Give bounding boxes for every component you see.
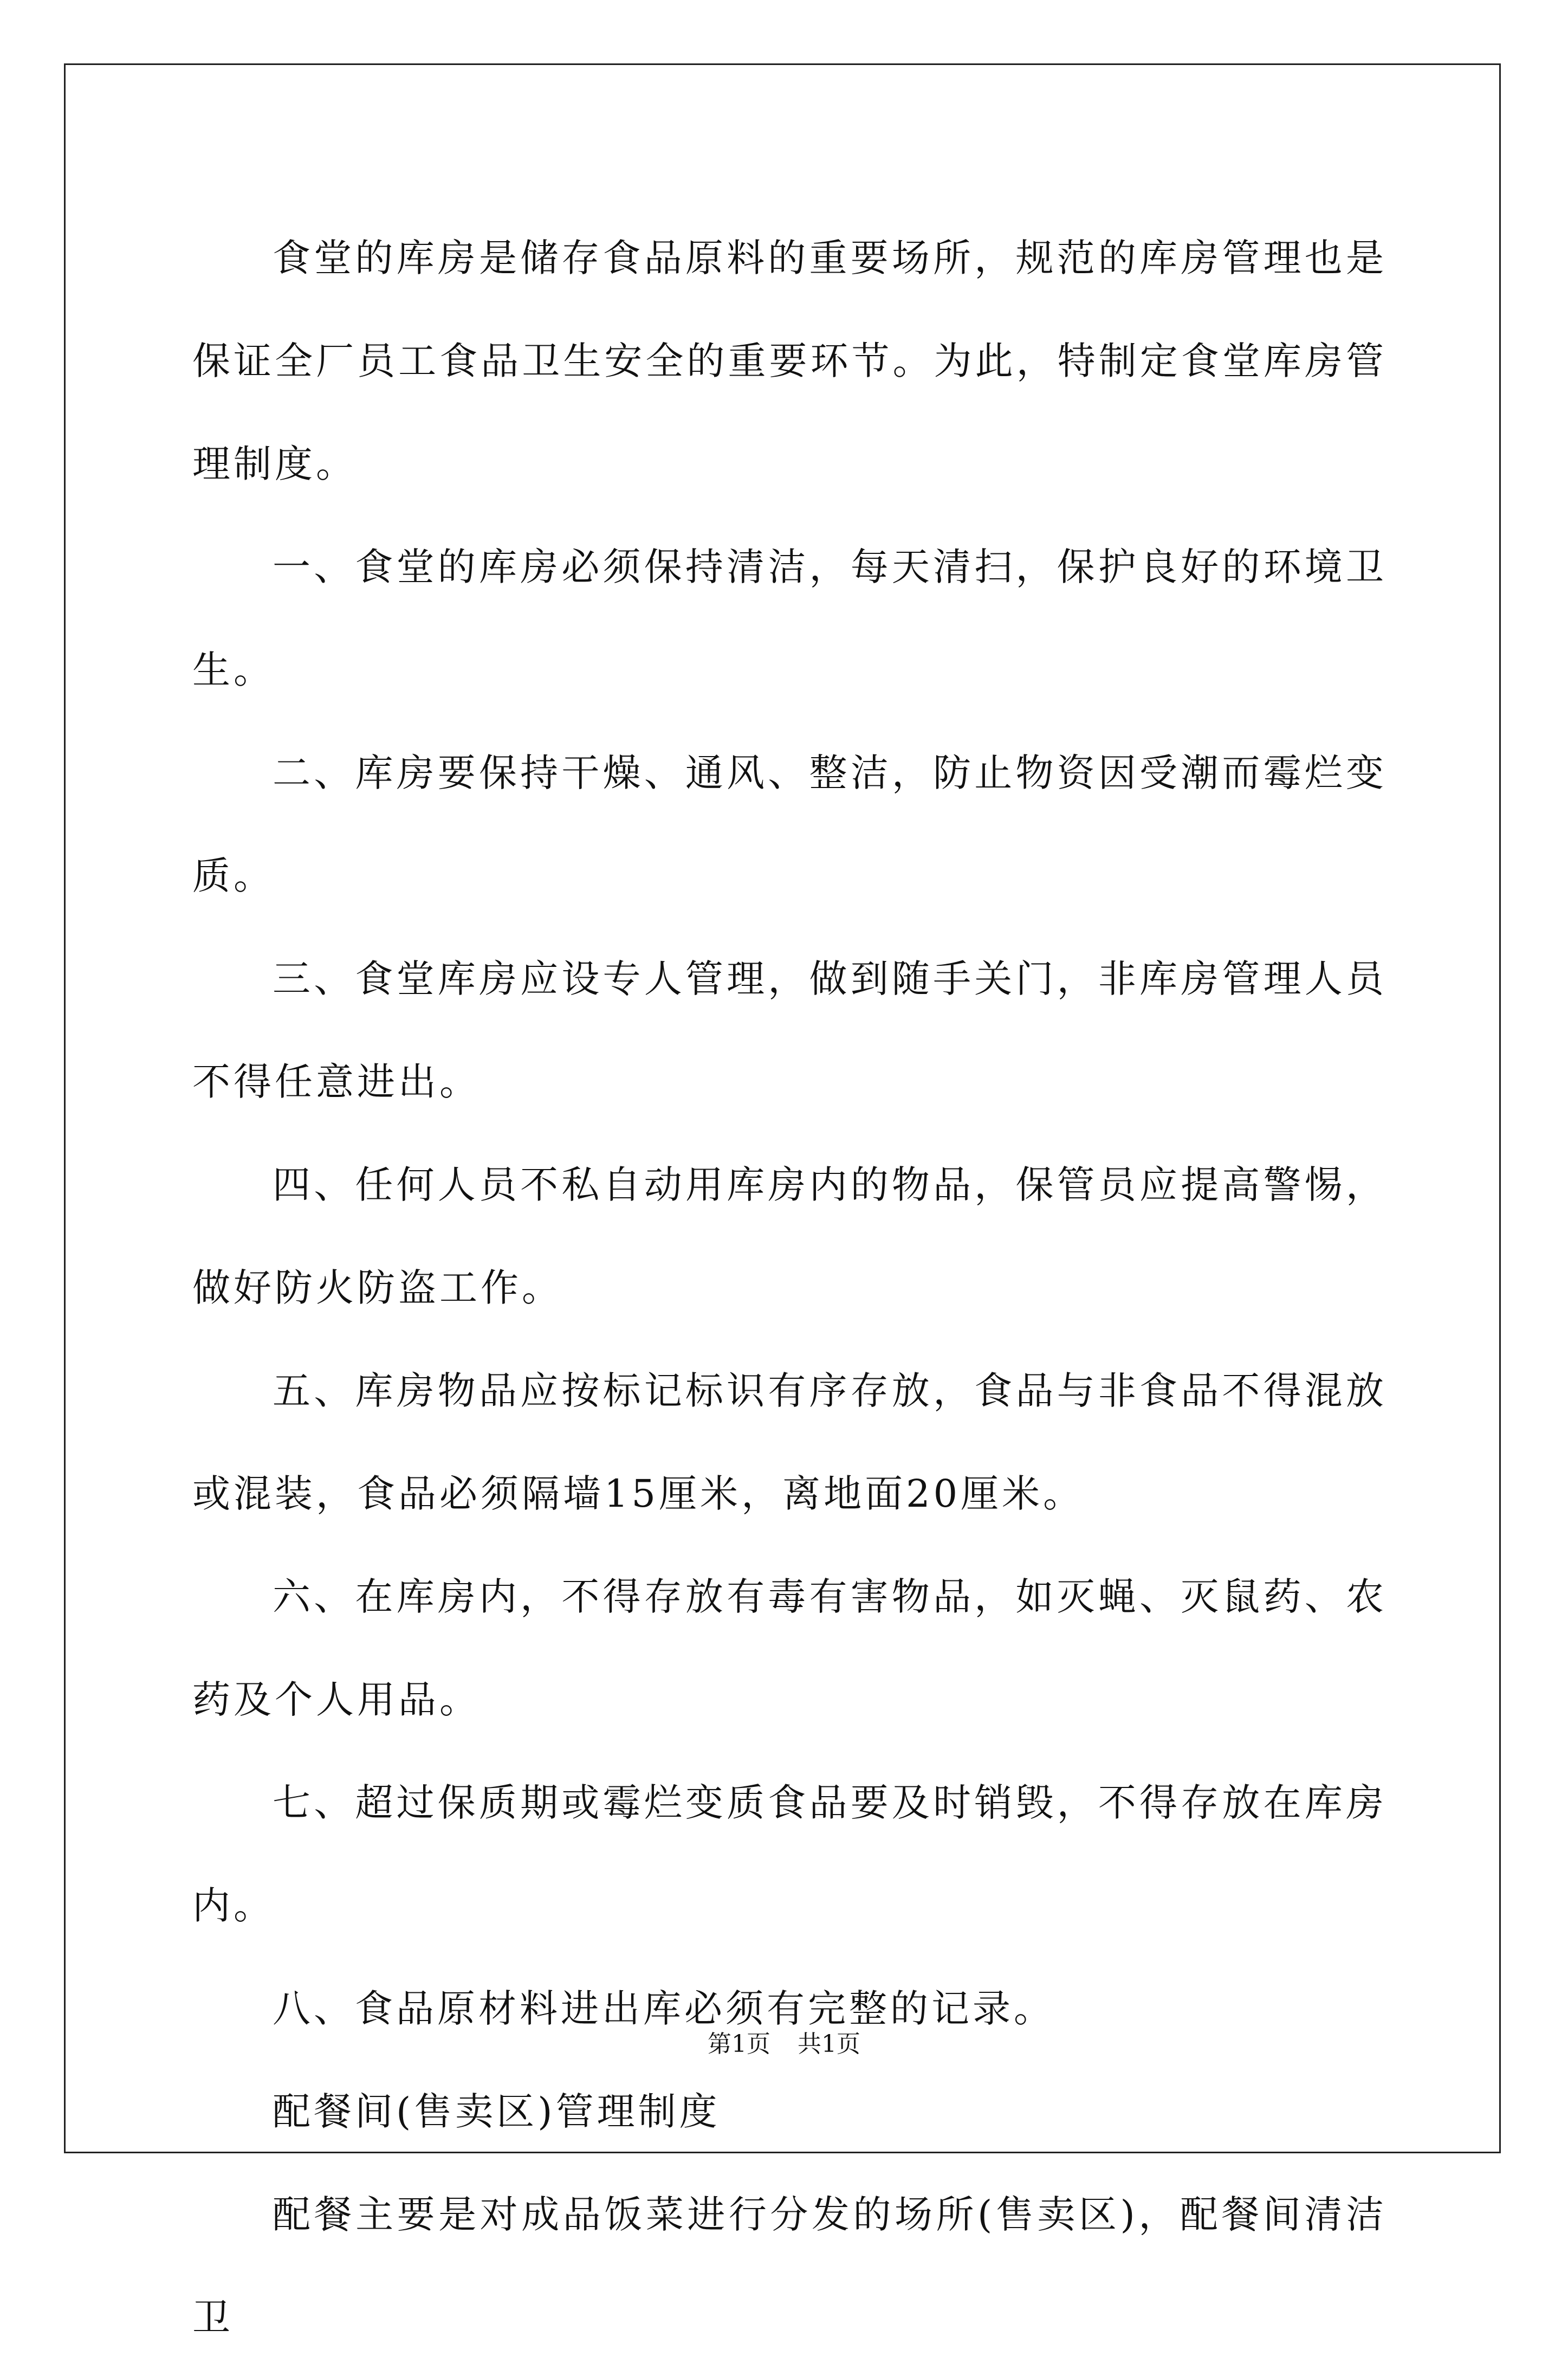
paragraph-intro: 食堂的库房是储存食品原料的重要场所，规范的库房管理也是保证全厂员工食品卫生安全的重要环节。为此，特制定食堂库房管理制度。 xyxy=(192,236,1387,486)
page-total: 共1页 xyxy=(798,2030,860,2058)
paragraph-rule-6: 六、在库房内，不得存放有毒有害物品，如灭蝇、灭鼠药、农药及个人用品。 xyxy=(192,1574,1387,1722)
paragraph-rule-2: 二、库房要保持干燥、通风、整洁，防止物资因受潮而霉烂变质。 xyxy=(192,751,1387,898)
paragraph-rule-1: 一、食堂的库房必须保持清洁，每天清扫，保护良好的环境卫生。 xyxy=(192,545,1387,692)
section-heading: 配餐间(售卖区)管理制度 xyxy=(273,2089,721,2134)
paragraph-rule-3: 三、食堂库房应设专人管理，做到随手关门，非库房管理人员不得任意进出。 xyxy=(192,957,1387,1104)
paragraph-section-intro: 配餐主要是对成品饭菜进行分发的场所(售卖区)，配餐间清洁卫 xyxy=(192,2192,1387,2340)
page-number: 第1页 xyxy=(708,2030,770,2058)
paragraph-rule-7: 七、超过保质期或霉烂变质食品要及时销毁，不得存放在库房内。 xyxy=(192,1780,1387,1928)
paragraph-rule-5: 五、库房物品应按标记标识有序存放，食品与非食品不得混放或混装，食品必须隔墙15厘米，离地面20厘米。 xyxy=(192,1369,1387,1516)
paragraph-rule-4: 四、任何人员不私自动用库房内的物品，保管员应提高警惕，做好防火防盗工作。 xyxy=(192,1163,1387,1310)
paragraph-rule-8: 八、食品原材料进出库必须有完整的记录。 xyxy=(273,1986,1055,2031)
page-footer xyxy=(0,2024,1568,2059)
